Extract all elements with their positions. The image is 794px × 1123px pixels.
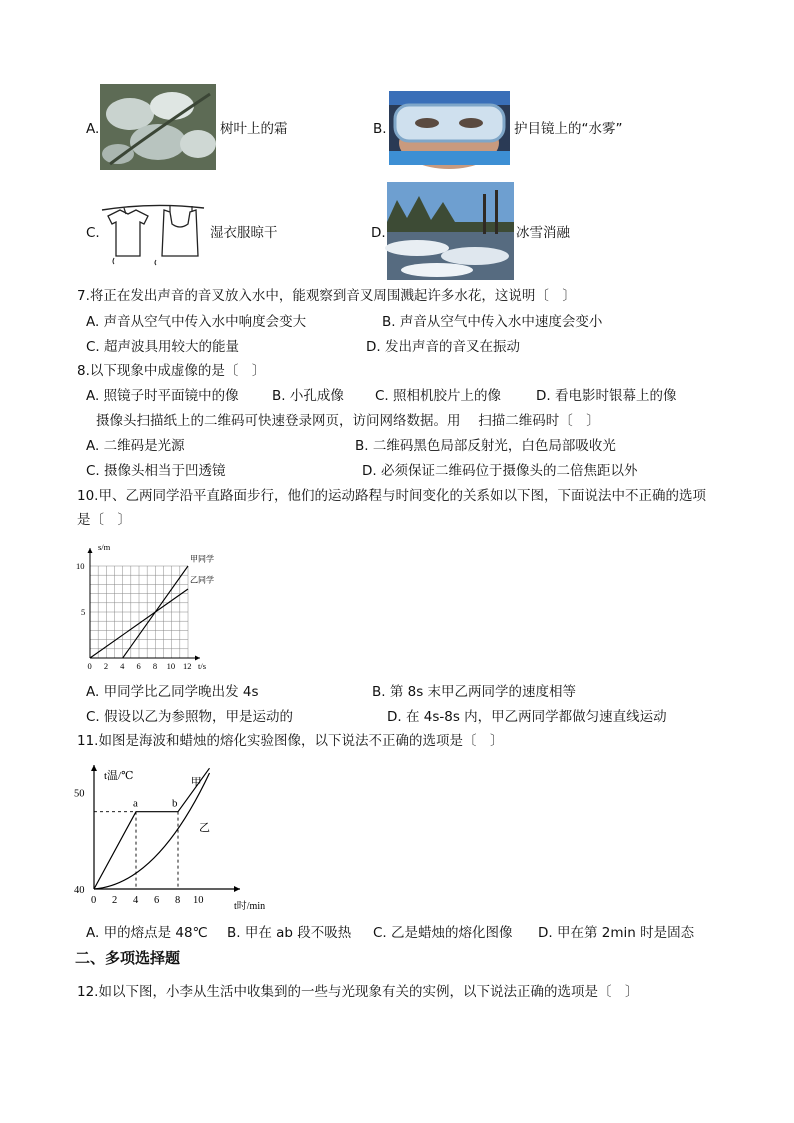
chart-axes	[88, 548, 201, 661]
y-tick-label: 5	[81, 607, 86, 617]
q9-stem: 摄像头扫描纸上的二维码可快速登录网页，访问网络数据。用 扫描二维码时〔 〕	[96, 413, 600, 429]
section-title: 二、多项选择题	[75, 949, 181, 967]
y-axis-label: t温/℃	[104, 770, 134, 782]
option-d-letter: D.	[371, 225, 386, 241]
x-axis-arrow	[195, 656, 200, 661]
point-label-b: b	[172, 797, 178, 810]
x-tick-label: 6	[154, 895, 160, 906]
series-line-yi	[94, 773, 210, 889]
x-axis-arrow	[234, 886, 240, 892]
option-a-text: 树叶上的霜	[220, 121, 288, 137]
distance-time-chart	[72, 536, 222, 676]
x-tick-label: 10	[166, 661, 176, 671]
q9-option-c: C. 摄像头相当于凹透镜	[86, 463, 226, 479]
option-a-letter: A.	[86, 121, 100, 137]
q9-option-a: A. 二维码是光源	[86, 438, 185, 454]
chart-axes	[91, 765, 240, 892]
chart-grid	[90, 566, 188, 658]
series-label: 乙同学	[190, 575, 214, 585]
x-tick-label: 8	[175, 895, 181, 906]
x-axis-label: t/s	[198, 661, 207, 671]
drying-clothes-image	[100, 198, 206, 266]
y-axis-arrow	[88, 548, 93, 553]
q7-option-c: C. 超声波具用较大的能量	[86, 339, 240, 355]
x-tick-label: 12	[183, 661, 192, 671]
option-d-text: 冰雪消融	[516, 225, 570, 241]
q9-option-d: D. 必须保证二维码位于摄像头的二倍焦距以外	[362, 463, 638, 479]
x-tick-label: 0	[91, 895, 97, 906]
q10-option-c: C. 假设以乙为参照物，甲是运动的	[86, 709, 294, 725]
option-b-text: 护目镜上的“水雾”	[514, 121, 623, 137]
option-c-letter: C.	[86, 225, 100, 241]
q10-option-b: B. 第 8s 末甲乙两同学的速度相等	[372, 684, 577, 700]
q12-stem: 12.如以下图，小李从生活中收集到的一些与光现象有关的实例，以下说法正确的选项是〔 〕	[77, 984, 639, 1000]
q7-stem: 7.将正在发出声音的音叉放入水中，能观察到音叉周围溅起许多水花，这说明〔 〕	[77, 288, 576, 304]
series-label-yi: 乙	[199, 822, 210, 834]
q10-stem-line1: 10.甲、乙两同学沿平直路面步行，他们的运动路程与时间变化的关系如以下图，下面说法中不正确的选项	[77, 488, 706, 504]
chart-guides	[94, 812, 178, 889]
chart-labels	[76, 542, 214, 671]
q11-option-d: D. 甲在第 2min 时是固态	[538, 925, 695, 941]
q9-option-b: B. 二维码黑色局部反射光，白色局部吸收光	[355, 438, 616, 454]
x-tick-label: 2	[112, 895, 118, 906]
q10-option-a: A. 甲同学比乙同学晚出发 4s	[86, 684, 259, 700]
q7-option-a: A. 声音从空气中传入水中响度会变大	[86, 314, 307, 330]
q7-option-d: D. 发出声音的音叉在振动	[366, 339, 520, 355]
y-tick-label: 50	[74, 788, 85, 800]
y-tick-label: 10	[76, 561, 85, 571]
q10-option-d: D. 在 4s-8s 内，甲乙两同学都做匀速直线运动	[387, 709, 667, 725]
q11-option-a: A. 甲的熔点是 48℃	[86, 925, 208, 941]
x-tick-label: 6	[136, 661, 141, 671]
melting-temperature-chart	[72, 757, 266, 917]
y-axis-arrow	[91, 765, 97, 771]
x-axis-label: t时/min	[234, 901, 266, 912]
q10-stem-line2: 是〔 〕	[77, 512, 131, 528]
y-axis-label: s/m	[98, 542, 111, 552]
q11-stem: 11.如图是海波和蜡烛的熔化实验图像，以下说法不正确的选项是〔 〕	[77, 733, 504, 749]
q11-option-b: B. 甲在 ab 段不吸热	[227, 925, 352, 941]
frost-leaves-image	[100, 84, 216, 170]
q8-option-d: D. 看电影时银幕上的像	[536, 388, 677, 404]
q8-option-a: A. 照镜子时平面镜中的像	[86, 388, 239, 404]
x-tick-label: 2	[103, 661, 109, 671]
x-tick-label: 4	[120, 661, 125, 671]
series-label-jia: 甲	[190, 776, 202, 789]
y-tick-label: 40	[74, 885, 85, 896]
q8-stem: 8.以下现象中成虚像的是〔 〕	[77, 363, 266, 379]
series-label: 甲同学	[190, 554, 214, 564]
option-c-text: 湿衣服晾干	[210, 225, 278, 241]
q8-option-b: B. 小孔成像	[272, 388, 344, 404]
point-label-a: a	[133, 797, 138, 810]
option-b-letter: B.	[373, 121, 387, 137]
x-tick-label: 4	[133, 895, 139, 906]
goggles-mist-image	[389, 91, 510, 165]
x-tick-label: 0	[87, 661, 92, 671]
q11-option-c: C. 乙是蜡烛的熔化图像	[373, 925, 513, 941]
melting-snow-image	[387, 182, 514, 280]
q8-option-c: C. 照相机胶片上的像	[375, 388, 502, 404]
q7-option-b: B. 声音从空气中传入水中速度会变小	[382, 314, 603, 330]
x-tick-label: 10	[193, 895, 204, 906]
x-tick-label: 8	[152, 661, 158, 671]
